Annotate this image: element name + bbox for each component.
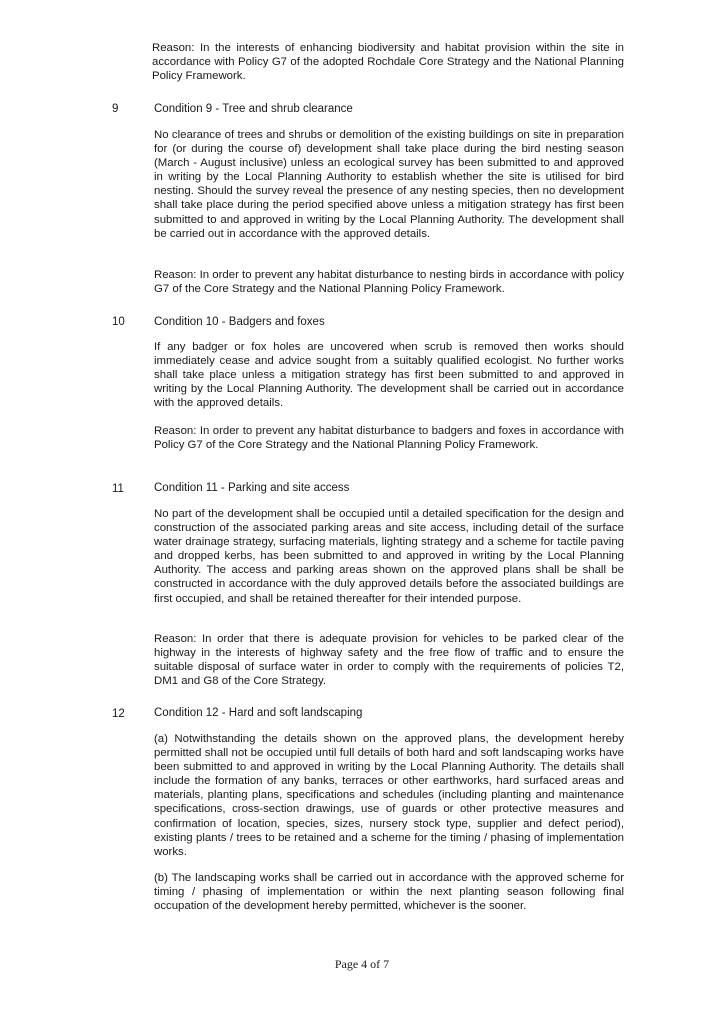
condition-11-number: 11 [112, 483, 124, 495]
condition-9-number: 9 [112, 103, 119, 115]
condition-12-body-a: (a) Notwithstanding the details shown on the approved plans, the development hereby permitted shall not be occupied until full details of both hard and soft landscaping works have been submitted to and approved in writing by the Local Planning Authority. The details shall include the formation of any banks, terraces or other earthworks, hard surfaced areas and materials, planting plans, specifications and schedules (including planting and maintenance specifications, cross-section drawings, use of guards or other protective measures and confirmation of location, species, sizes, nursery stock type, supplier and defect period), existing plants / trees to be retained and a scheme for the timing / phasing of implementation works. [154, 733, 624, 858]
condition-12-body-b: (b) The landscaping works shall be carried out in accordance with the approved scheme for timing / phasing of implementation or within the next planting season following final occupation of the development hereby permitted, whichever is the sooner. [154, 872, 624, 913]
condition-12-title: Condition 12 - Hard and soft landscaping [154, 707, 363, 719]
intro-reason-paragraph: Reason: In the interests of enhancing biodiversity and habitat provision within the site in accordance with Policy G7 of the adopted Rochdale Core Strategy and the National Planning Policy Framework. [152, 42, 624, 83]
condition-9-body: No clearance of trees and shrubs or demolition of the existing buildings on site in preparation for (or during the course of) development shall take place during the bird nesting season (March - August inclusive) unless an ecological survey has been submitted to and approved in writing by the Local Planning Authority to establish whether the site is utilised for bird nesting. Should the survey reveal the presence of any nesting species, then no development shall take place during the period specified above unless a mitigation strategy has first been submitted to and approved in writing by the Local Planning Authority. The development shall be carried out in accordance with the approved details. [154, 129, 624, 240]
page-number-footer: Page 4 of 7 [334, 957, 390, 971]
condition-10-number: 10 [112, 316, 125, 328]
condition-10-reason: Reason: In order to prevent any habitat disturbance to badgers and foxes in accordance with Policy G7 of the Core Strategy and the National Planning Policy Framework. [154, 425, 624, 452]
condition-9-reason: Reason: In order to prevent any habitat disturbance to nesting birds in accordance with policy G7 of the Core Strategy and the National Planning Policy Framework. [154, 269, 624, 296]
condition-12-number: 12 [112, 708, 125, 720]
condition-9-title: Condition 9 - Tree and shrub clearance [154, 103, 353, 115]
condition-10-title: Condition 10 - Badgers and foxes [154, 316, 325, 328]
condition-10-body: If any badger or fox holes are uncovered when scrub is removed then works should immediately cease and advice sought from a suitably qualified ecologist. No further works shall take place unless a mitigation strategy has first been submitted to and approved in writing by the Local Planning Authority. The development shall be carried out in accordance with the approved details. [154, 341, 624, 410]
condition-11-title: Condition 11 - Parking and site access [154, 482, 350, 494]
condition-11-reason: Reason: In order that there is adequate provision for vehicles to be parked clear of the highway in the interests of highway safety and the free flow of traffic and to ensure the suitable disposal of surface water in order to comply with the requirements of policies T2, DM1 and G8 of the Core Strategy. [154, 633, 624, 688]
condition-11-body: No part of the development shall be occupied until a detailed specification for the design and construction of the associated parking areas and site access, including detail of the surface water drainage strategy, surfacing materials, lighting strategy and a scheme for tactile paving and dropped kerbs, has been submitted to and approved in writing by the Local Planning Authority. The access and parking areas shown on the approved plans shall be shall be constructed in accordance with the duly approved details before the associated buildings are first occupied, and shall be retained thereafter for their intended purpose. [154, 508, 624, 605]
